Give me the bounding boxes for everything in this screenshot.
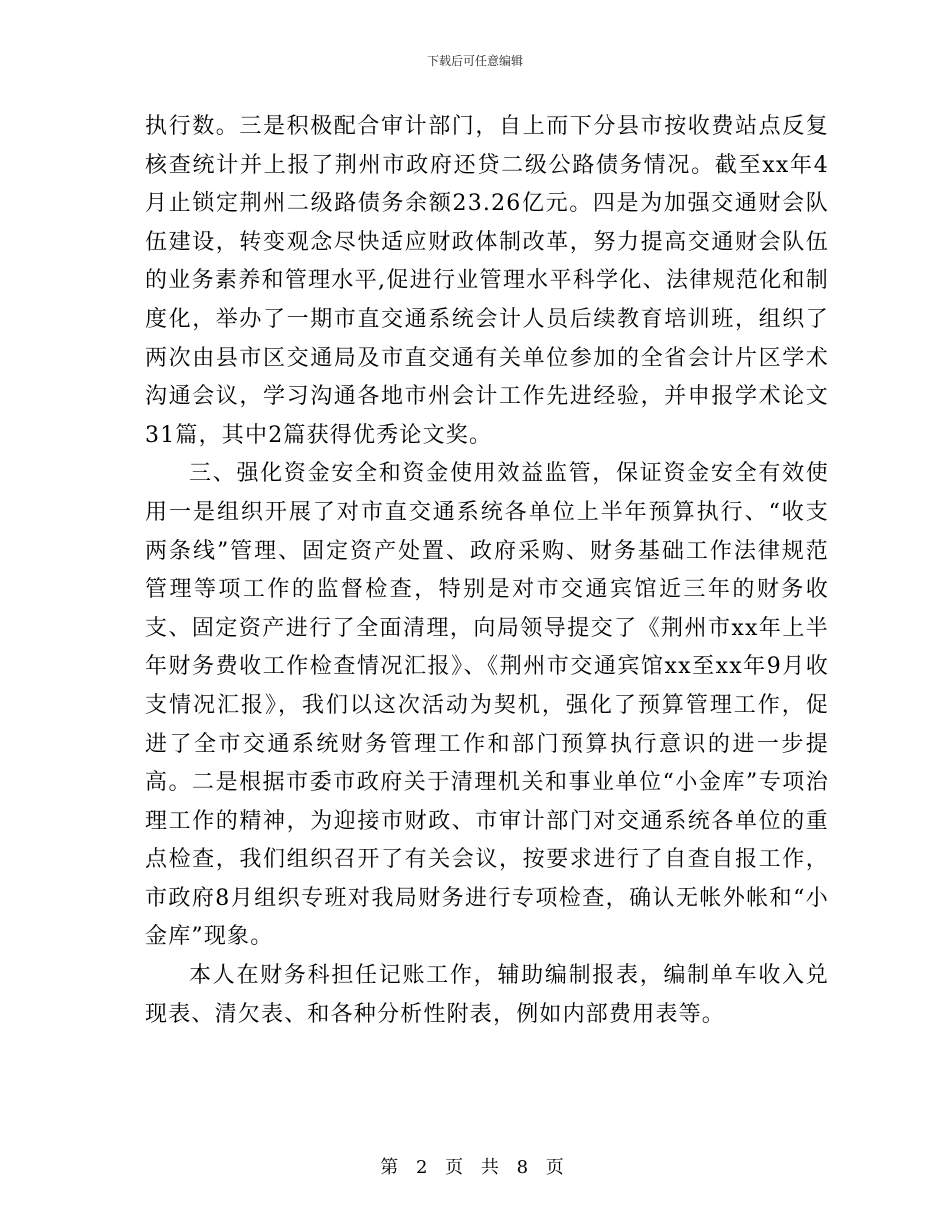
page-header: 下载后可任意编辑 <box>426 54 523 68</box>
paragraph-1: 执行数。三是积极配合审计部门，自上而下分县市按收费站点反复核查统计并上报了荆州市政府还贷二级公路债务情况。截至xx年4月止锁定荆州二级路债务余额23.26亿元。四是为加强交通财会队伍建设，转变观念尽快适应财政体制改革，努力提高交通财会队伍的业务素养和管理水平,促进行业管理水平科学化、法律规范化和制度化，举办了一期市直交通系统会计人员后续教育培训班，组织了两次由县市区交通局及市直交通有关单位参加的全省会计片区学术沟通会议，学习沟通各地市州会计工作先进经验，并申报学术论文31篇，其中2篇获得优秀论文奖。 <box>145 114 829 448</box>
paragraph-3: 本人在财务科担任记账工作，辅助编制报表，编制单车收入兑现表、清欠表、和各种分析性附表，例如内部费用表等。 <box>145 963 829 1027</box>
page-number-footer: 第 2 页 共 8 页 <box>380 1157 570 1178</box>
document-body <box>145 108 829 1034</box>
paragraph-2: 三、强化资金安全和资金使用效益监管，保证资金安全有效使用一是组织开展了对市直交通系统各单位上半年预算执行、“收支两条线”管理、固定资产处置、政府采购、财务基础工作法律规范管理等项工作的监督检查，特别是对市交通宾馆近三年的财务收支、固定资产进行了全面清理，向局领导提交了《荆州市xx年上半年财务费收工作检查情况汇报》、《荆州市交通宾馆xx至xx年9月收支情况汇报》，我们以这次活动为契机，强化了预算管理工作，促进了全市交通系统财务管理工作和部门预算执行意识的进一步提高。二是根据市委市政府关于清理机关和事业单位“小金库”专项治理工作的精神，为迎接市财政、市审计部门对交通系统各单位的重点检查，我们组织召开了有关会议，按要求进行了自查自报工作，市政府8月组织专班对我局财务进行专项检查，确认无帐外帐和“小金库”现象。 <box>145 461 829 950</box>
